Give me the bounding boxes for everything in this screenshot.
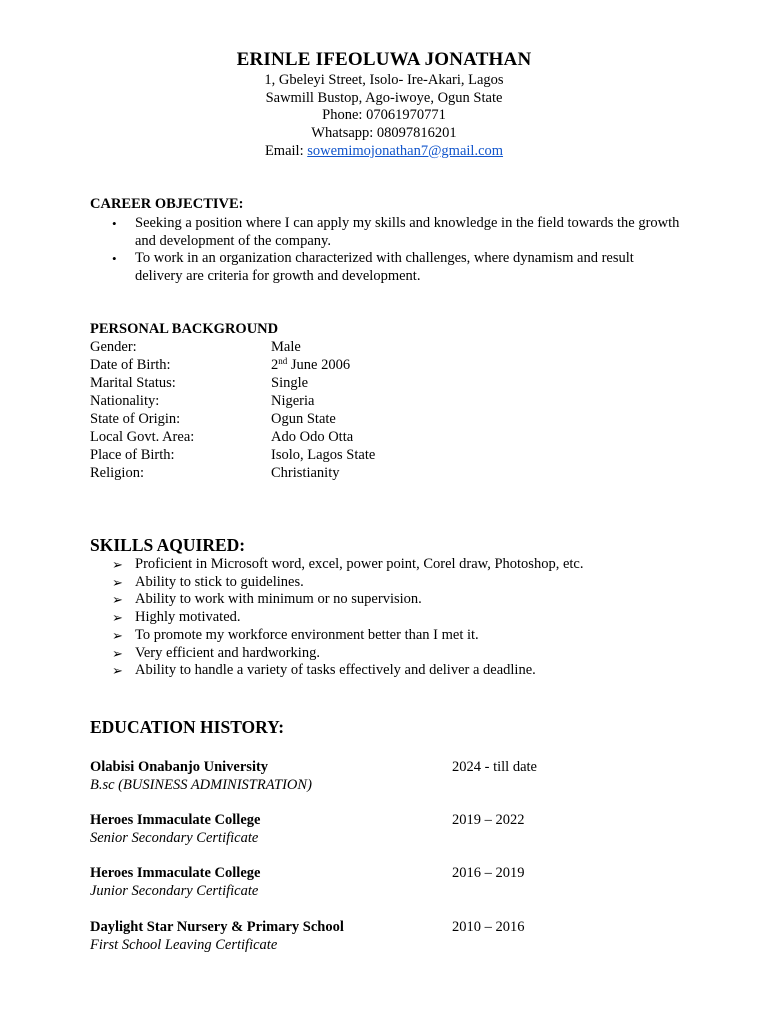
list-item: • Seeking a position where I can apply my skills and knowledge in the field towards the growth and development of the company. [112,215,680,249]
candidate-name: ERINLE IFEOLUWA JONATHAN [236,49,532,70]
table-row: Date of Birth: 2nd June 2006 [90,356,351,373]
list-item: ➢ To promote my workforce environment better than I met it. [112,626,479,643]
contact-block [0,72,768,160]
bullet-icon: • [112,251,117,267]
career-objective-heading: CAREER OBJECTIVE: [90,196,244,212]
bullet-icon: • [112,216,117,231]
skills-heading: SKILLS AQUIRED: [90,535,246,555]
edu-certificate: Senior Secondary Certificate [90,830,259,846]
arrow-bullet-icon: ➢ [112,574,123,590]
table-row: Local Govt. Area: Ado Odo Otta [90,429,354,445]
personal-background-table [90,338,490,482]
arrow-bullet-icon: ➢ [112,592,123,608]
edu-certificate: First School Leaving Certificate [90,937,278,953]
table-row: Place of Birth: Isolo, Lagos State [90,447,376,463]
list-item: ➢ Highly motivated. [112,609,241,626]
skills-list [90,556,680,680]
education-heading: EDUCATION HISTORY: [90,717,285,737]
edu-years: 2024 - till date [452,759,537,775]
arrow-bullet-icon: ➢ [112,645,123,661]
career-objective-list [90,215,680,286]
table-row: Religion: Christianity [90,465,340,481]
list-item: ➢ Proficient in Microsoft word, excel, power point, Corel draw, Photoshop, etc. [112,556,584,572]
arrow-bullet-icon: ➢ [112,663,123,679]
list-item: • To work in an organization characterized with challenges, where dynamism and result delivery are criteria for growth and development. [112,250,634,285]
edu-school: Daylight Star Nursery & Primary School [90,919,344,935]
arrow-bullet-icon: ➢ [112,627,123,643]
edu-school: Heroes Immaculate College [90,812,261,828]
address-line-1: 1, Gbeleyi Street, Isolo- Ire-Akari, Lagos [264,72,504,88]
edu-years: 2010 – 2016 [452,919,525,935]
email-label: Email: [264,142,308,159]
table-row: Nationality: Nigeria [90,393,315,409]
edu-certificate: B.sc (BUSINESS ADMINISTRATION) [90,777,312,793]
arrow-bullet-icon: ➢ [112,610,123,626]
phone-number: Phone: 07061970771 [322,107,446,124]
personal-background-heading: PERSONAL BACKGROUND [90,321,279,337]
edu-school: Olabisi Onabanjo University [90,759,269,775]
table-row: State of Origin: Ogun State [90,411,336,427]
address-line-2: Sawmill Bustop, Ago-iwoye, Ogun State [265,89,503,106]
edu-school: Heroes Immaculate College [90,865,261,881]
edu-years: 2019 – 2022 [452,812,525,828]
edu-certificate: Junior Secondary Certificate [90,883,259,899]
list-item: ➢ Very efficient and hardworking. [112,644,320,661]
email-line [0,143,768,161]
email-link[interactable]: sowemimojonathan7@gmail.com [307,142,504,159]
list-item: ➢ Ability to stick to guidelines. [112,573,304,590]
whatsapp-number: Whatsapp: 08097816201 [311,125,457,142]
list-item: ➢ Ability to handle a variety of tasks effectively and deliver a deadline. [112,662,536,679]
edu-years: 2016 – 2019 [452,865,525,881]
list-item: ➢ Ability to work with minimum or no supervision. [112,591,422,608]
table-row: Marital Status: Single [90,375,309,391]
arrow-bullet-icon: ➢ [112,557,123,572]
table-row: Gender: Male [90,339,301,355]
